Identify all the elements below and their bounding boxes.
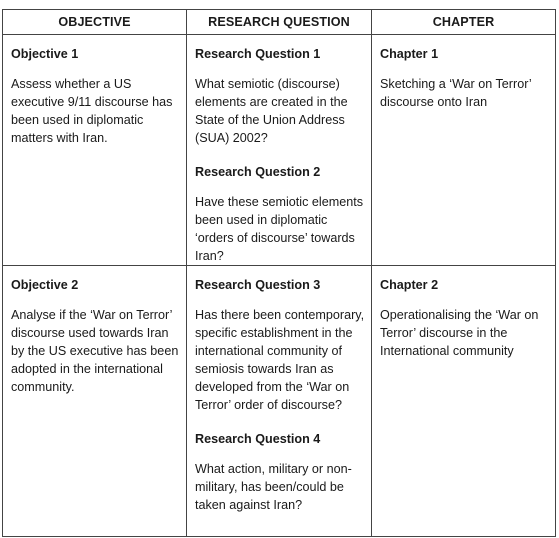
research-question-text: Have these semiotic elements been used in diplomatic ‘orders of discourse’ towards Iran? xyxy=(195,195,363,263)
objective-text: Analyse if the ‘War on Terror’ discourse used towards Iran by the US executive has been adopted in the international community. xyxy=(11,308,179,394)
header-chapter: CHAPTER xyxy=(372,10,556,35)
chapter-text: Operationalising the ‘War on Terror’ discourse in the International community xyxy=(380,308,539,358)
research-question-cell xyxy=(187,35,372,266)
research-question-text: What action, military or non-military, has been/could be taken against Iran? xyxy=(195,462,352,512)
chapter-cell xyxy=(372,266,556,537)
chapter-text: Sketching a ‘War on Terror’ discourse onto Iran xyxy=(380,77,532,109)
table-row xyxy=(3,35,556,266)
header-row xyxy=(3,10,556,35)
objectives-table xyxy=(2,9,556,537)
research-question-title: Research Question 3 xyxy=(195,278,321,292)
chapter-cell xyxy=(372,35,556,266)
research-question-text: What semiotic (discourse) elements are created in the State of the Union Address (SUA) 2002? xyxy=(195,77,348,145)
chapter-title: Chapter 2 xyxy=(380,278,439,292)
research-question-cell xyxy=(187,266,372,537)
objective-text: Assess whether a US executive 9/11 discourse has been used in diplomatic matters with Iran. xyxy=(11,77,173,145)
objective-cell xyxy=(3,35,187,266)
header-research-question: RESEARCH QUESTION xyxy=(187,10,372,35)
objective-title: Objective 2 xyxy=(11,278,79,292)
chapter-title: Chapter 1 xyxy=(380,47,439,61)
research-question-text: Has there been contemporary, specific establishment in the international community of semiosis towards Iran as developed from the ‘War on Terror’ order of discourse? xyxy=(195,308,365,412)
table-row xyxy=(3,266,556,537)
research-question-title: Research Question 1 xyxy=(195,47,321,61)
objective-cell xyxy=(3,266,187,537)
objective-title: Objective 1 xyxy=(11,47,79,61)
research-question-title: Research Question 2 xyxy=(195,165,321,179)
header-objective: OBJECTIVE xyxy=(3,10,187,35)
research-question-title: Research Question 4 xyxy=(195,432,321,446)
